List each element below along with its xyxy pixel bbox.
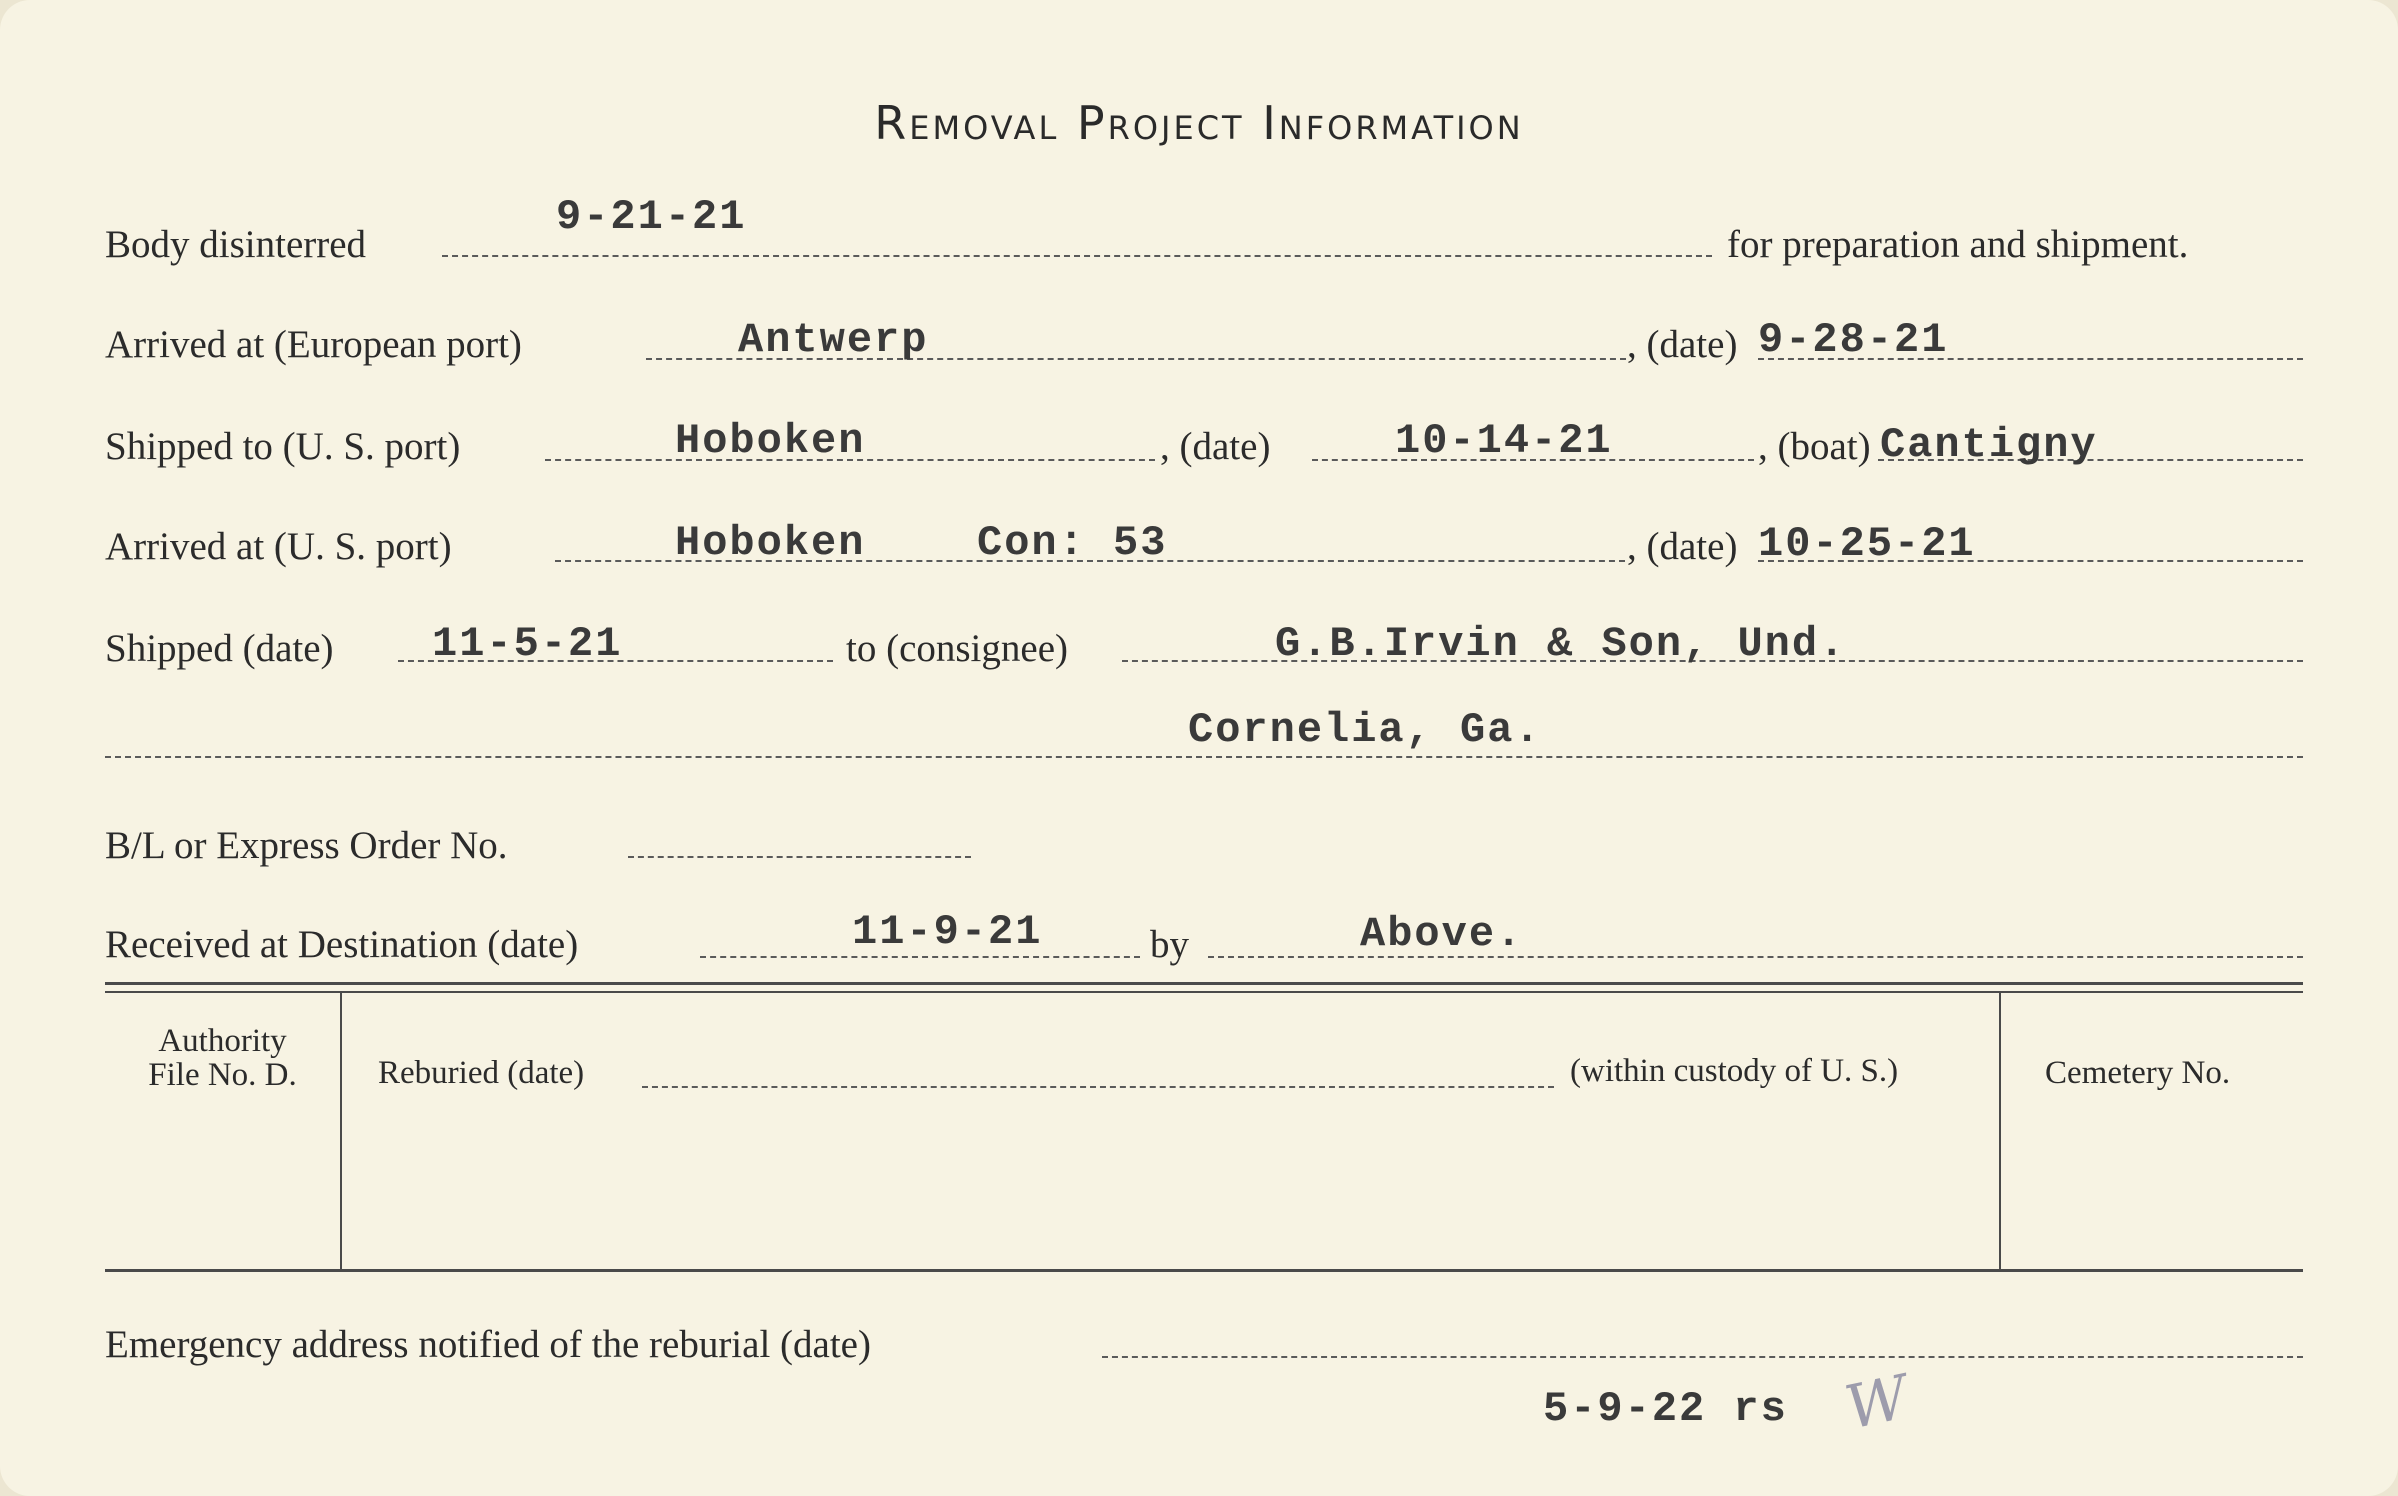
value-disinterred-date: 9-21-21 — [556, 193, 747, 241]
label-body-disinterred: Body disinterred — [105, 223, 367, 266]
label-shipped-to-us: Shipped to (U. S. port) — [105, 425, 461, 468]
value-us-port-shipped: Hoboken — [675, 417, 866, 465]
label-within-custody: (within custody of U. S.) — [1570, 1053, 1899, 1089]
table-divider-right — [1999, 993, 2001, 1269]
value-shipped-date: 10-14-21 — [1395, 417, 1613, 465]
label-authority: Authority — [158, 1023, 287, 1059]
value-us-port-arrived: Hoboken — [675, 519, 866, 567]
label-shipped-date: Shipped (date) — [105, 627, 334, 670]
value-received-date: 11-9-21 — [852, 908, 1043, 956]
table-top-rule-inner — [105, 991, 2303, 993]
label-emergency: Emergency address notified of the reburial (date) — [105, 1323, 871, 1366]
label-received-destination: Received at Destination (date) — [105, 923, 579, 966]
fill-line-emergency — [1102, 1356, 2303, 1358]
label-date-3: , (date) — [1627, 525, 1738, 568]
handwritten-initials: W — [1839, 1362, 1915, 1444]
label-file-no: File No. D. — [148, 1057, 297, 1093]
table-divider-left — [340, 993, 342, 1269]
label-to-consignee: to (consignee) — [846, 627, 1069, 670]
fill-line-received-date — [700, 956, 1140, 958]
label-boat: , (boat) — [1758, 425, 1871, 468]
value-european-port: Antwerp — [738, 316, 929, 364]
fill-line-disinterred — [442, 255, 1712, 257]
label-bl-express: B/L or Express Order No. — [105, 824, 508, 867]
value-emergency-date: 5-9-22 rs — [1543, 1385, 1788, 1433]
form-title: Removal Project Information — [874, 96, 1524, 150]
fill-line-consignee-continued — [105, 756, 2303, 758]
value-boat: Cantigny — [1880, 421, 2098, 469]
label-date-2: , (date) — [1160, 425, 1271, 468]
label-arrived-us: Arrived at (U. S. port) — [105, 525, 452, 568]
value-us-arrival-date: 10-25-21 — [1758, 520, 1976, 568]
value-european-arrival-date: 9-28-21 — [1758, 316, 1949, 364]
value-consignee-city: Cornelia, Ga. — [1188, 706, 1542, 754]
label-arrived-european: Arrived at (European port) — [105, 323, 522, 366]
fill-line-reburied — [642, 1086, 1554, 1088]
label-by: by — [1150, 923, 1189, 966]
fill-line-bl — [628, 856, 971, 858]
table-bottom-rule — [105, 1269, 2303, 1272]
label-date-1: , (date) — [1627, 323, 1738, 366]
label-cemetery-no: Cemetery No. — [2045, 1055, 2231, 1091]
value-shipped-out-date: 11-5-21 — [432, 620, 623, 668]
table-top-rule — [105, 982, 2303, 985]
value-consignee: G.B.Irvin & Son, Und. — [1275, 620, 1847, 668]
value-received-by: Above. — [1360, 910, 1524, 958]
label-for-preparation: for preparation and shipment. — [1727, 223, 2189, 266]
value-container: Con: 53 — [977, 519, 1168, 567]
label-reburied: Reburied (date) — [378, 1055, 585, 1091]
